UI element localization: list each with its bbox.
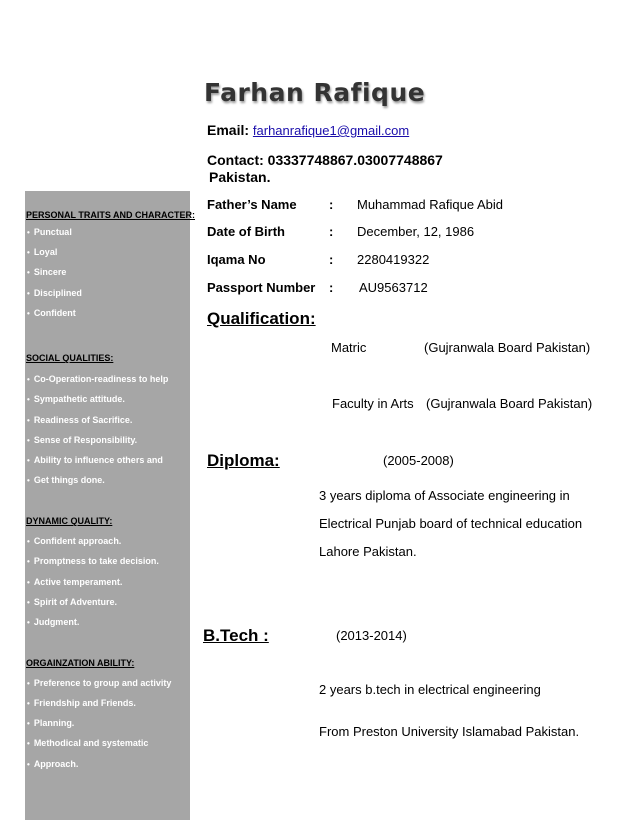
social-qualities-heading: SOCIAL QUALITIES: — [26, 353, 114, 363]
list-item: • Preference to group and activity — [27, 678, 172, 688]
dob-label: Date of Birth — [207, 224, 285, 239]
qualification-board: (Gujranwala Board Pakistan) — [426, 396, 593, 411]
candidate-name: Farhan Rafique — [204, 78, 426, 107]
diploma-line: Electrical Punjab board of technical education — [319, 516, 583, 531]
list-item: • Methodical and systematic — [27, 738, 149, 748]
list-item: • Sense of Responsibility. — [27, 435, 138, 445]
diploma-years: (2005-2008) — [383, 453, 454, 468]
email-link[interactable]: farhanrafique1@gmail.com — [252, 123, 410, 138]
btech-heading: B.Tech : — [203, 626, 269, 645]
dynamic-quality-heading: DYNAMIC QUALITY: — [26, 516, 113, 526]
personal-traits-heading: PERSONAL TRAITS AND CHARACTER: — [26, 210, 196, 220]
btech-years: (2013-2014) — [336, 628, 407, 643]
list-item: • Loyal — [27, 247, 58, 257]
colon: : — [329, 280, 334, 295]
qualification-degree: Matric — [331, 340, 367, 355]
email-line — [207, 122, 409, 138]
list-item: • Friendship and Friends. — [27, 698, 136, 708]
iqama-value: 2280419322 — [357, 252, 430, 267]
list-item: • Readiness of Sacrifice. — [27, 415, 133, 425]
colon: : — [329, 224, 334, 239]
list-item: • Ability to influence others and — [27, 455, 163, 465]
list-item: • Promptness to take decision. — [27, 556, 159, 566]
iqama-label: Iqama No — [207, 252, 266, 267]
list-item: • Planning. — [27, 718, 75, 728]
list-item: • Disciplined — [27, 288, 82, 298]
qualification-degree: Faculty in Arts — [332, 396, 414, 411]
qualification-heading: Qualification: — [207, 309, 316, 328]
list-item: • Co-Operation-readiness to help — [27, 374, 169, 384]
diploma-line: Lahore Pakistan. — [319, 544, 417, 559]
list-item: • Spirit of Adventure. — [27, 597, 117, 607]
diploma-heading: Diploma: — [207, 451, 280, 470]
passport-value: AU9563712 — [359, 280, 428, 295]
fathers-name-value: Muhammad Rafique Abid — [357, 197, 503, 212]
organization-ability-heading: ORGAINZATION ABILITY: — [26, 658, 135, 668]
btech-line: 2 years b.tech in electrical engineering — [319, 682, 541, 697]
dob-value: December, 12, 1986 — [357, 224, 475, 239]
list-item: • Get things done. — [27, 475, 105, 485]
colon: : — [329, 197, 334, 212]
contact-line: Contact: 03337748867.03007748867 — [207, 152, 443, 168]
email-label: Email: — [207, 122, 250, 138]
diploma-line: 3 years diploma of Associate engineering in — [319, 488, 570, 503]
country: Pakistan. — [209, 169, 271, 185]
list-item: • Sincere — [27, 267, 67, 277]
fathers-name-label: Father’s Name — [207, 197, 297, 212]
list-item: • Active temperament. — [27, 577, 123, 587]
passport-label: Passport Number — [207, 280, 316, 295]
list-item: • Judgment. — [27, 617, 80, 627]
btech-line: From Preston University Islamabad Pakistan. — [319, 724, 580, 739]
list-item: • Sympathetic attitude. — [27, 394, 125, 404]
colon: : — [329, 252, 334, 267]
list-item: • Confident — [27, 308, 76, 318]
list-item: • Approach. — [27, 759, 79, 769]
list-item: • Punctual — [27, 227, 72, 237]
list-item: • Confident approach. — [27, 536, 122, 546]
qualification-board: (Gujranwala Board Pakistan) — [424, 340, 591, 355]
